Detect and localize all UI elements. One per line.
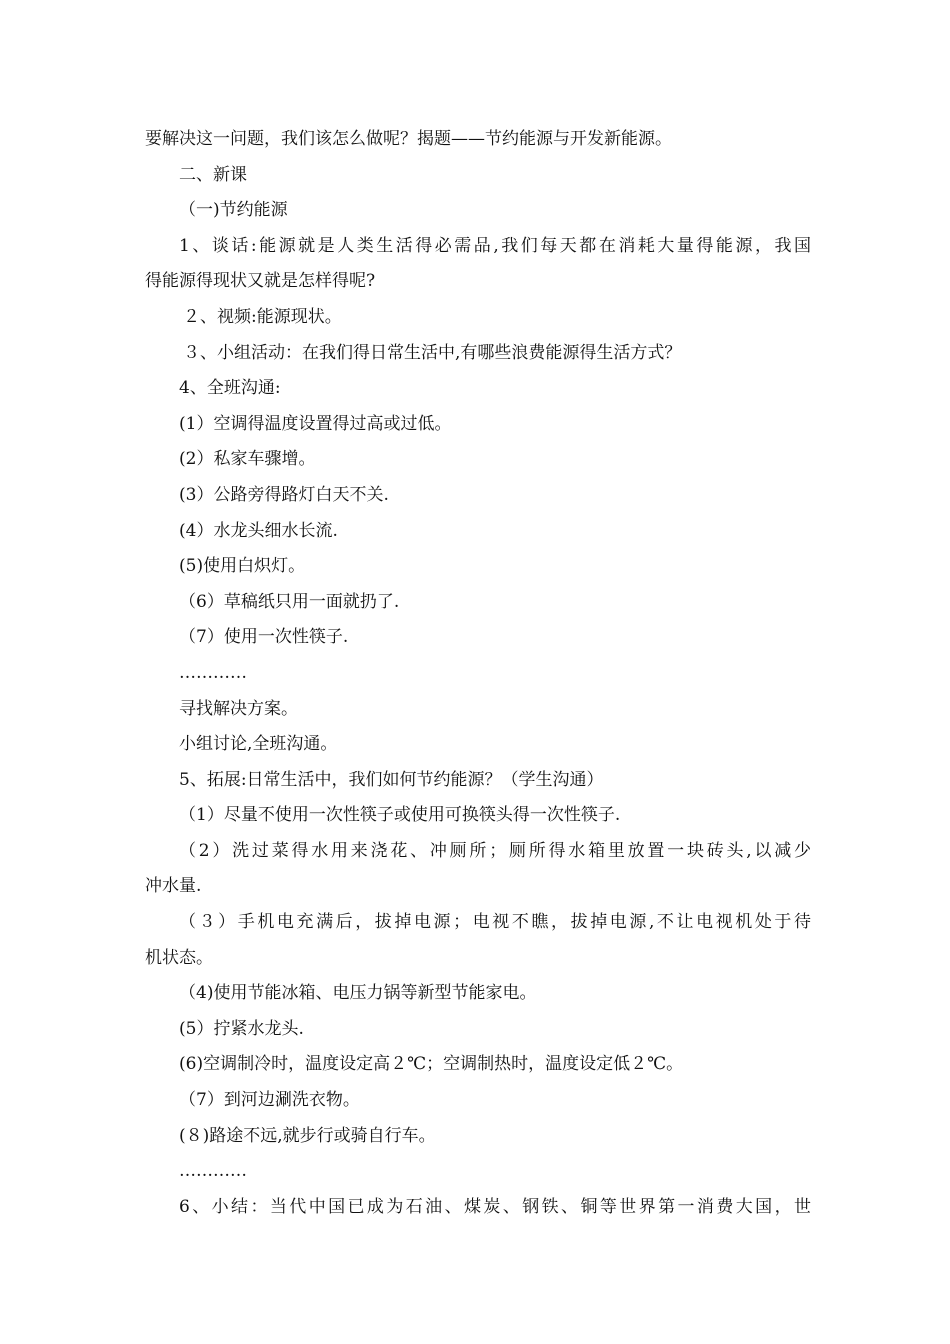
text-line: 6、小结：当代中国已成为石油、煤炭、钢铁、铜等世界第一消费大国，世 [179, 1196, 811, 1217]
list-item: （6）草稿纸只用一面就扔了. [179, 591, 400, 612]
document-body [145, 122, 811, 1225]
list-item: (4）水龙头细水长流. [179, 520, 338, 541]
list-item: (5)使用白炽灯。 [179, 556, 306, 577]
list-item: （4)使用节能冰箱、电压力锅等新型节能家电。 [179, 983, 537, 1004]
text-line: 5、拓展:日常生活中，我们如何节约能源？（学生沟通） [179, 769, 604, 790]
text-line: 寻找解决方案。 [179, 698, 298, 719]
text-line: 4、全班沟通: [179, 378, 281, 399]
text-line: 要解决这一问题，我们该怎么做呢？揭题——节约能源与开发新能源。 [145, 129, 672, 149]
list-item: (3）公路旁得路灯白天不关. [179, 484, 389, 505]
list-item: （1）尽量不使用一次性筷子或使用可换筷头得一次性筷子. [179, 805, 621, 826]
text-line: 得能源得现状又就是怎样得呢? [145, 271, 376, 292]
text-line: ２、视频:能源现状。 [183, 306, 342, 327]
list-item: (6)空调制冷时，温度设定高２℃；空调制热时，温度设定低２℃。 [179, 1054, 684, 1075]
list-item: （2）洗过菜得水用来浇花、冲厕所；厕所得水箱里放置一块砖头,以减少 [179, 840, 811, 861]
list-item: （３）手机电充满后，拔掉电源；电视不瞧，拔掉电源,不让电视机处于待 [179, 912, 811, 933]
list-item: (5）拧紧水龙头. [179, 1018, 304, 1039]
text-line: ３、小组活动：在我们得日常生活中,有哪些浪费能源得生活方式？ [183, 342, 682, 363]
list-item: (2）私家车骤增。 [179, 449, 316, 470]
section-heading: 二、新课 [179, 164, 247, 185]
subsection-heading: （一)节约能源 [179, 200, 288, 221]
text-line: 1、谈话:能源就是人类生活得必需品,我们每天都在消耗大量得能源，我国 [179, 235, 811, 256]
ellipsis: ………… [179, 662, 247, 683]
ellipsis: ………… [179, 1161, 247, 1182]
text-line: 冲水量. [145, 876, 202, 897]
list-item: (８)路途不远,就步行或骑自行车。 [179, 1125, 436, 1146]
list-item: (1）空调得温度设置得过高或过低。 [179, 413, 452, 434]
text-line: 机状态。 [145, 947, 213, 968]
list-item: （7）到河边涮洗衣物。 [179, 1090, 360, 1111]
list-item: （7）使用一次性筷子. [179, 627, 349, 648]
text-line: 小组讨论,全班沟通。 [179, 734, 338, 755]
